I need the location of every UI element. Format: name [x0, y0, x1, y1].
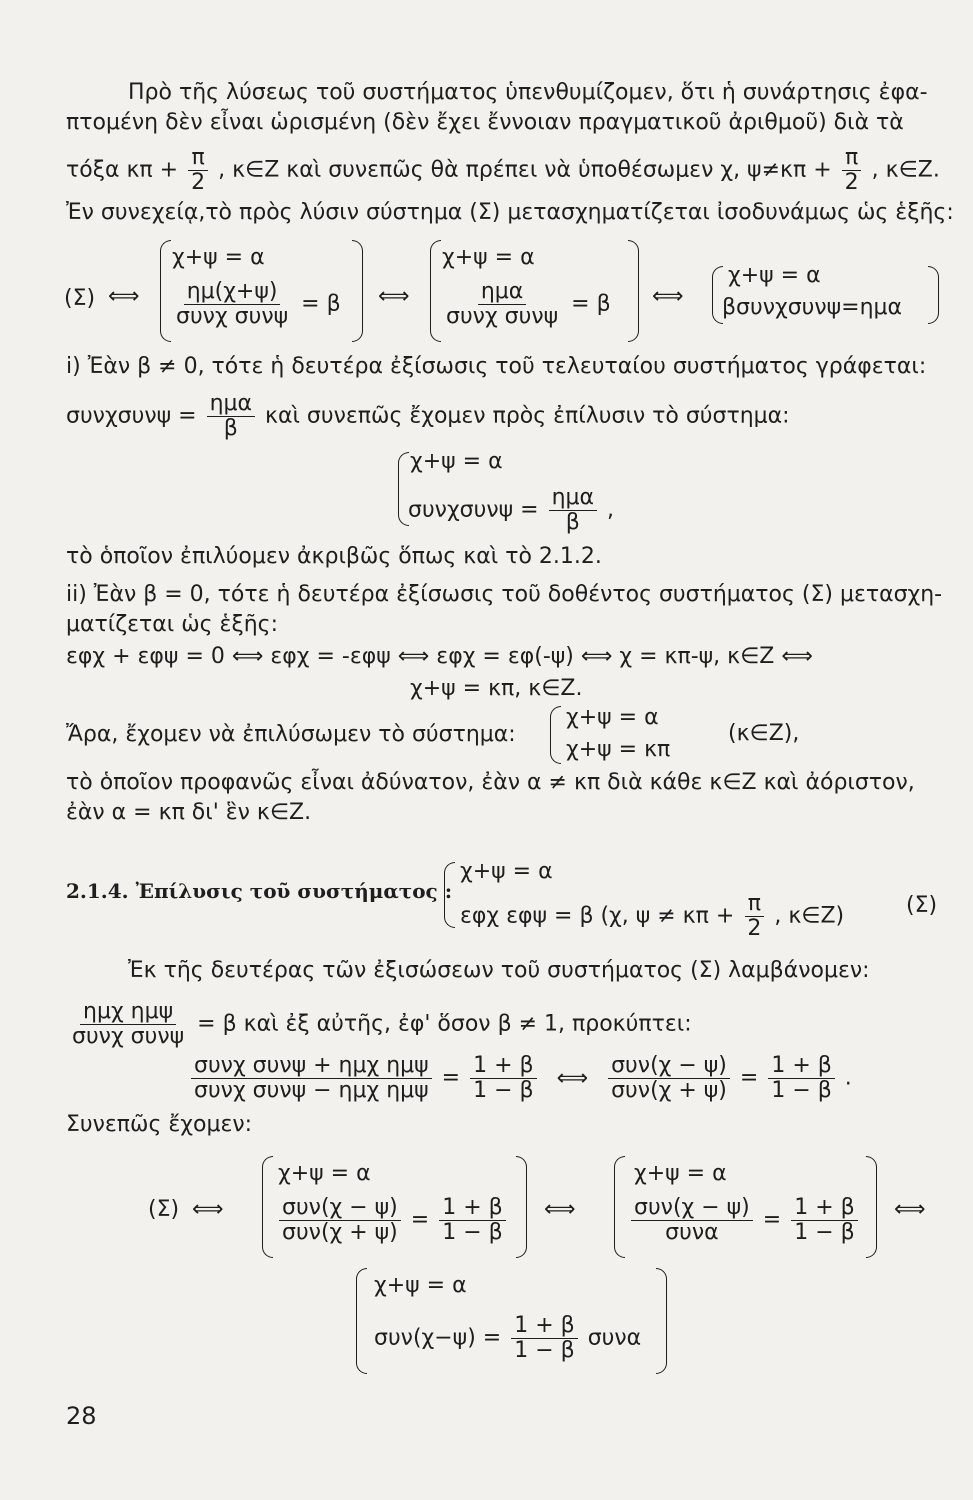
equivalence-arrow: ⟺ — [108, 284, 140, 309]
equation-row: χ+ψ = α — [728, 263, 821, 288]
system-label: (Σ) — [906, 893, 938, 918]
left-bracket — [356, 1268, 367, 1374]
text-line: Ἐν συνεχείᾳ,τὸ πρὸς λύσιν σύστημα (Σ) μετασχηματίζεται ἰσοδυνάμως ὡς ἑξῆς: — [66, 200, 954, 225]
equation-row — [408, 486, 614, 535]
text-span: = β καὶ ἐξ αὐτῆς, ἐφ' ὅσον β ≠ 1, προκύπτει: — [197, 1011, 692, 1037]
fraction — [69, 1000, 187, 1049]
fraction — [207, 392, 255, 441]
equation-row — [440, 280, 611, 329]
text-line: πτομένη δὲν εἶναι ὡρισμένη (δὲν ἔχει ἔννοιαν πραγματικοῦ ἀριθμοῦ) διὰ τὰ — [66, 110, 904, 135]
equation-line — [188, 1054, 852, 1103]
fraction-numerator: συνχ συνψ + ημχ ημψ — [191, 1054, 432, 1079]
fraction — [470, 1054, 536, 1103]
fraction — [768, 1054, 834, 1103]
left-brace — [550, 706, 561, 764]
text-span: = — [762, 1207, 782, 1233]
text-line — [66, 1000, 692, 1049]
left-brace — [444, 862, 455, 928]
text-line: Πρὸ τῆς λύσεως τοῦ συστήματος ὑπενθυμίζομεν, ὅτι ἡ συνάρτησις ἐφα- — [128, 80, 928, 105]
equation-line: χ+ψ = κπ, κ∈Z. — [410, 676, 583, 701]
fraction — [744, 892, 764, 941]
text-span: τόξα κπ + — [66, 157, 179, 183]
fraction-numerator: 1 + β — [511, 1314, 577, 1339]
fraction-denominator: 1 − β — [771, 1078, 832, 1103]
system-label: (Σ) — [64, 286, 96, 311]
text-span: συνχσυνψ = — [66, 403, 197, 429]
text-span: = — [441, 1065, 461, 1091]
text-span: = — [410, 1207, 430, 1233]
fraction — [279, 1196, 401, 1245]
equivalence-arrow: ⟺ — [652, 284, 684, 309]
fraction — [439, 1196, 505, 1245]
fraction-denominator: β — [565, 510, 580, 535]
fraction — [188, 146, 208, 195]
system-label: (Σ) — [148, 1197, 180, 1222]
equation-row — [276, 1196, 509, 1245]
fraction-numerator: 1 + β — [791, 1196, 857, 1221]
left-bracket — [262, 1156, 273, 1258]
fraction-denominator: συνχ συνψ — [72, 1024, 185, 1049]
text-span: = — [739, 1065, 759, 1091]
fraction-denominator: 1 − β — [794, 1220, 855, 1245]
text-span: , κ∈Z. — [871, 157, 940, 183]
right-bracket — [352, 240, 363, 342]
text-line: Συνεπῶς ἔχομεν: — [66, 1112, 253, 1137]
fraction — [443, 280, 561, 329]
left-bracket — [614, 1156, 625, 1258]
fraction — [608, 1054, 730, 1103]
fraction-denominator: 2 — [844, 170, 859, 195]
fraction-numerator: συν(χ − ψ) — [631, 1196, 753, 1221]
text-span: , κ∈Z) — [774, 903, 845, 929]
text-span: = β — [571, 291, 611, 317]
equation-row: χ+ψ = α — [634, 1161, 727, 1186]
text-line: ἐὰν α = κπ δι' ἓν κ∈Z. — [66, 800, 312, 825]
equivalence-arrow: ⟺ — [894, 1197, 926, 1222]
fraction-numerator: 1 + β — [768, 1054, 834, 1079]
equation-row — [170, 280, 341, 329]
equivalence-arrow: ⟺ — [192, 1197, 224, 1222]
fraction — [511, 1314, 577, 1363]
text-span: , κ∈Z καὶ συνεπῶς θὰ πρέπει νὰ ὑποθέσωμεν χ, ψ≠κπ + — [218, 157, 832, 183]
fraction — [191, 1054, 432, 1103]
text-span: εφχ εφψ = β (χ, ψ ≠ κπ + — [460, 903, 735, 929]
text-line: Ἐκ τῆς δευτέρας τῶν ἐξισώσεων τοῦ συστήματος (Σ) λαμβάνομεν: — [128, 958, 870, 983]
equation-row: χ+ψ = α — [460, 859, 553, 884]
fraction — [173, 280, 291, 329]
fraction-denominator: β — [223, 416, 238, 441]
equation-row: χ+ψ = α — [566, 705, 659, 730]
text-span: , — [607, 497, 615, 523]
page-number: 28 — [66, 1402, 97, 1430]
fraction-denominator: συνχ συνψ − ημχ ημψ — [194, 1078, 429, 1103]
fraction-numerator: ημα — [207, 392, 255, 417]
fraction — [842, 146, 862, 195]
fraction-denominator: 1 − β — [473, 1078, 534, 1103]
right-bracket — [628, 240, 639, 342]
fraction-denominator: συν(χ + ψ) — [282, 1220, 398, 1245]
fraction-numerator: π — [188, 146, 207, 171]
fraction-numerator: π — [745, 892, 764, 917]
fraction-numerator: ημχ ημψ — [80, 1000, 176, 1025]
equation-row: χ+ψ = α — [278, 1161, 371, 1186]
right-bracket — [656, 1268, 667, 1374]
equation-row: χ+ψ = α — [172, 245, 265, 270]
equation-row: χ+ψ = α — [410, 449, 503, 474]
right-bracket — [866, 1156, 877, 1258]
fraction-numerator: 1 + β — [439, 1196, 505, 1221]
fraction-denominator: συν(χ + ψ) — [611, 1078, 727, 1103]
text-span: . — [844, 1065, 852, 1091]
text-span: = β — [301, 291, 341, 317]
equation-row: χ+ψ = α — [374, 1273, 467, 1298]
fraction — [631, 1196, 753, 1245]
fraction-numerator: συν(χ − ψ) — [279, 1196, 401, 1221]
equation-line: εφχ + εφψ = 0 ⟺ εφχ = -εφψ ⟺ εφχ = εφ(-ψ) ⟺ χ = κπ-ψ, κ∈Z ⟺ — [66, 644, 813, 669]
equation-row — [374, 1314, 641, 1363]
fraction — [549, 486, 597, 535]
text-line: τὸ ὁποῖον προφανῶς εἶναι ἀδύνατον, ἐὰν α ≠ κπ διὰ κάθε κ∈Z καὶ ἀόριστον, — [66, 770, 915, 795]
fraction-denominator: 1 − β — [442, 1220, 503, 1245]
fraction-denominator: συνχ συνψ — [446, 304, 559, 329]
condition-text: (κ∈Z), — [728, 721, 800, 746]
fraction — [791, 1196, 857, 1245]
fraction-denominator: 1 − β — [514, 1338, 575, 1363]
fraction-numerator: π — [842, 146, 861, 171]
fraction-denominator: 2 — [747, 916, 762, 941]
equation-row: χ+ψ = κπ — [566, 737, 671, 762]
equation-row: βσυνχσυνψ=ημα — [722, 295, 903, 320]
text-line: τὸ ὁποῖον ἐπιλύομεν ἀκριβῶς ὅπως καὶ τὸ 2.1.2. — [66, 544, 602, 569]
fraction-numerator: ημα — [478, 280, 526, 305]
equation-row — [628, 1196, 861, 1245]
equivalence-arrow: ⟺ — [556, 1065, 589, 1091]
fraction-numerator: 1 + β — [470, 1054, 536, 1079]
text-line: ματίζεται ὡς ἑξῆς: — [66, 612, 278, 637]
section-title: 2.1.4. Ἐπίλυσις τοῦ συστήματος : — [66, 879, 453, 903]
fraction-numerator: ημα — [549, 486, 597, 511]
text-span: συν(χ−ψ) = — [374, 1325, 502, 1351]
text-span: καὶ συνεπῶς ἔχομεν πρὸς ἐπίλυσιν τὸ σύστημα: — [265, 403, 790, 429]
fraction-denominator: συνχ συνψ — [176, 304, 289, 329]
fraction-numerator: ημ(χ+ψ) — [184, 280, 281, 305]
fraction-numerator: συν(χ − ψ) — [608, 1054, 730, 1079]
right-brace — [928, 266, 939, 324]
fraction-denominator: 2 — [191, 170, 206, 195]
equation-row: χ+ψ = α — [442, 245, 535, 270]
text-line: i) Ἐὰν β ≠ 0, τότε ἡ δευτέρα ἐξίσωσις τοῦ τελευταίου συστήματος γράφεται: — [66, 354, 927, 379]
equation-row — [460, 892, 844, 941]
equivalence-arrow: ⟺ — [544, 1197, 576, 1222]
text-span: συνχσυνψ = — [408, 497, 539, 523]
text-line — [66, 392, 790, 441]
text-span: συνα — [587, 1325, 642, 1351]
fraction-denominator: συνα — [665, 1220, 719, 1245]
right-bracket — [516, 1156, 527, 1258]
equivalence-arrow: ⟺ — [378, 284, 410, 309]
text-line — [66, 146, 940, 195]
text-line: Ἄρα, ἔχομεν νὰ ἐπιλύσωμεν τὸ σύστημα: — [66, 722, 516, 747]
text-line: ii) Ἐὰν β = 0, τότε ἡ δευτέρα ἐξίσωσις τοῦ δοθέντος συστήματος (Σ) μετασχη- — [66, 582, 943, 607]
